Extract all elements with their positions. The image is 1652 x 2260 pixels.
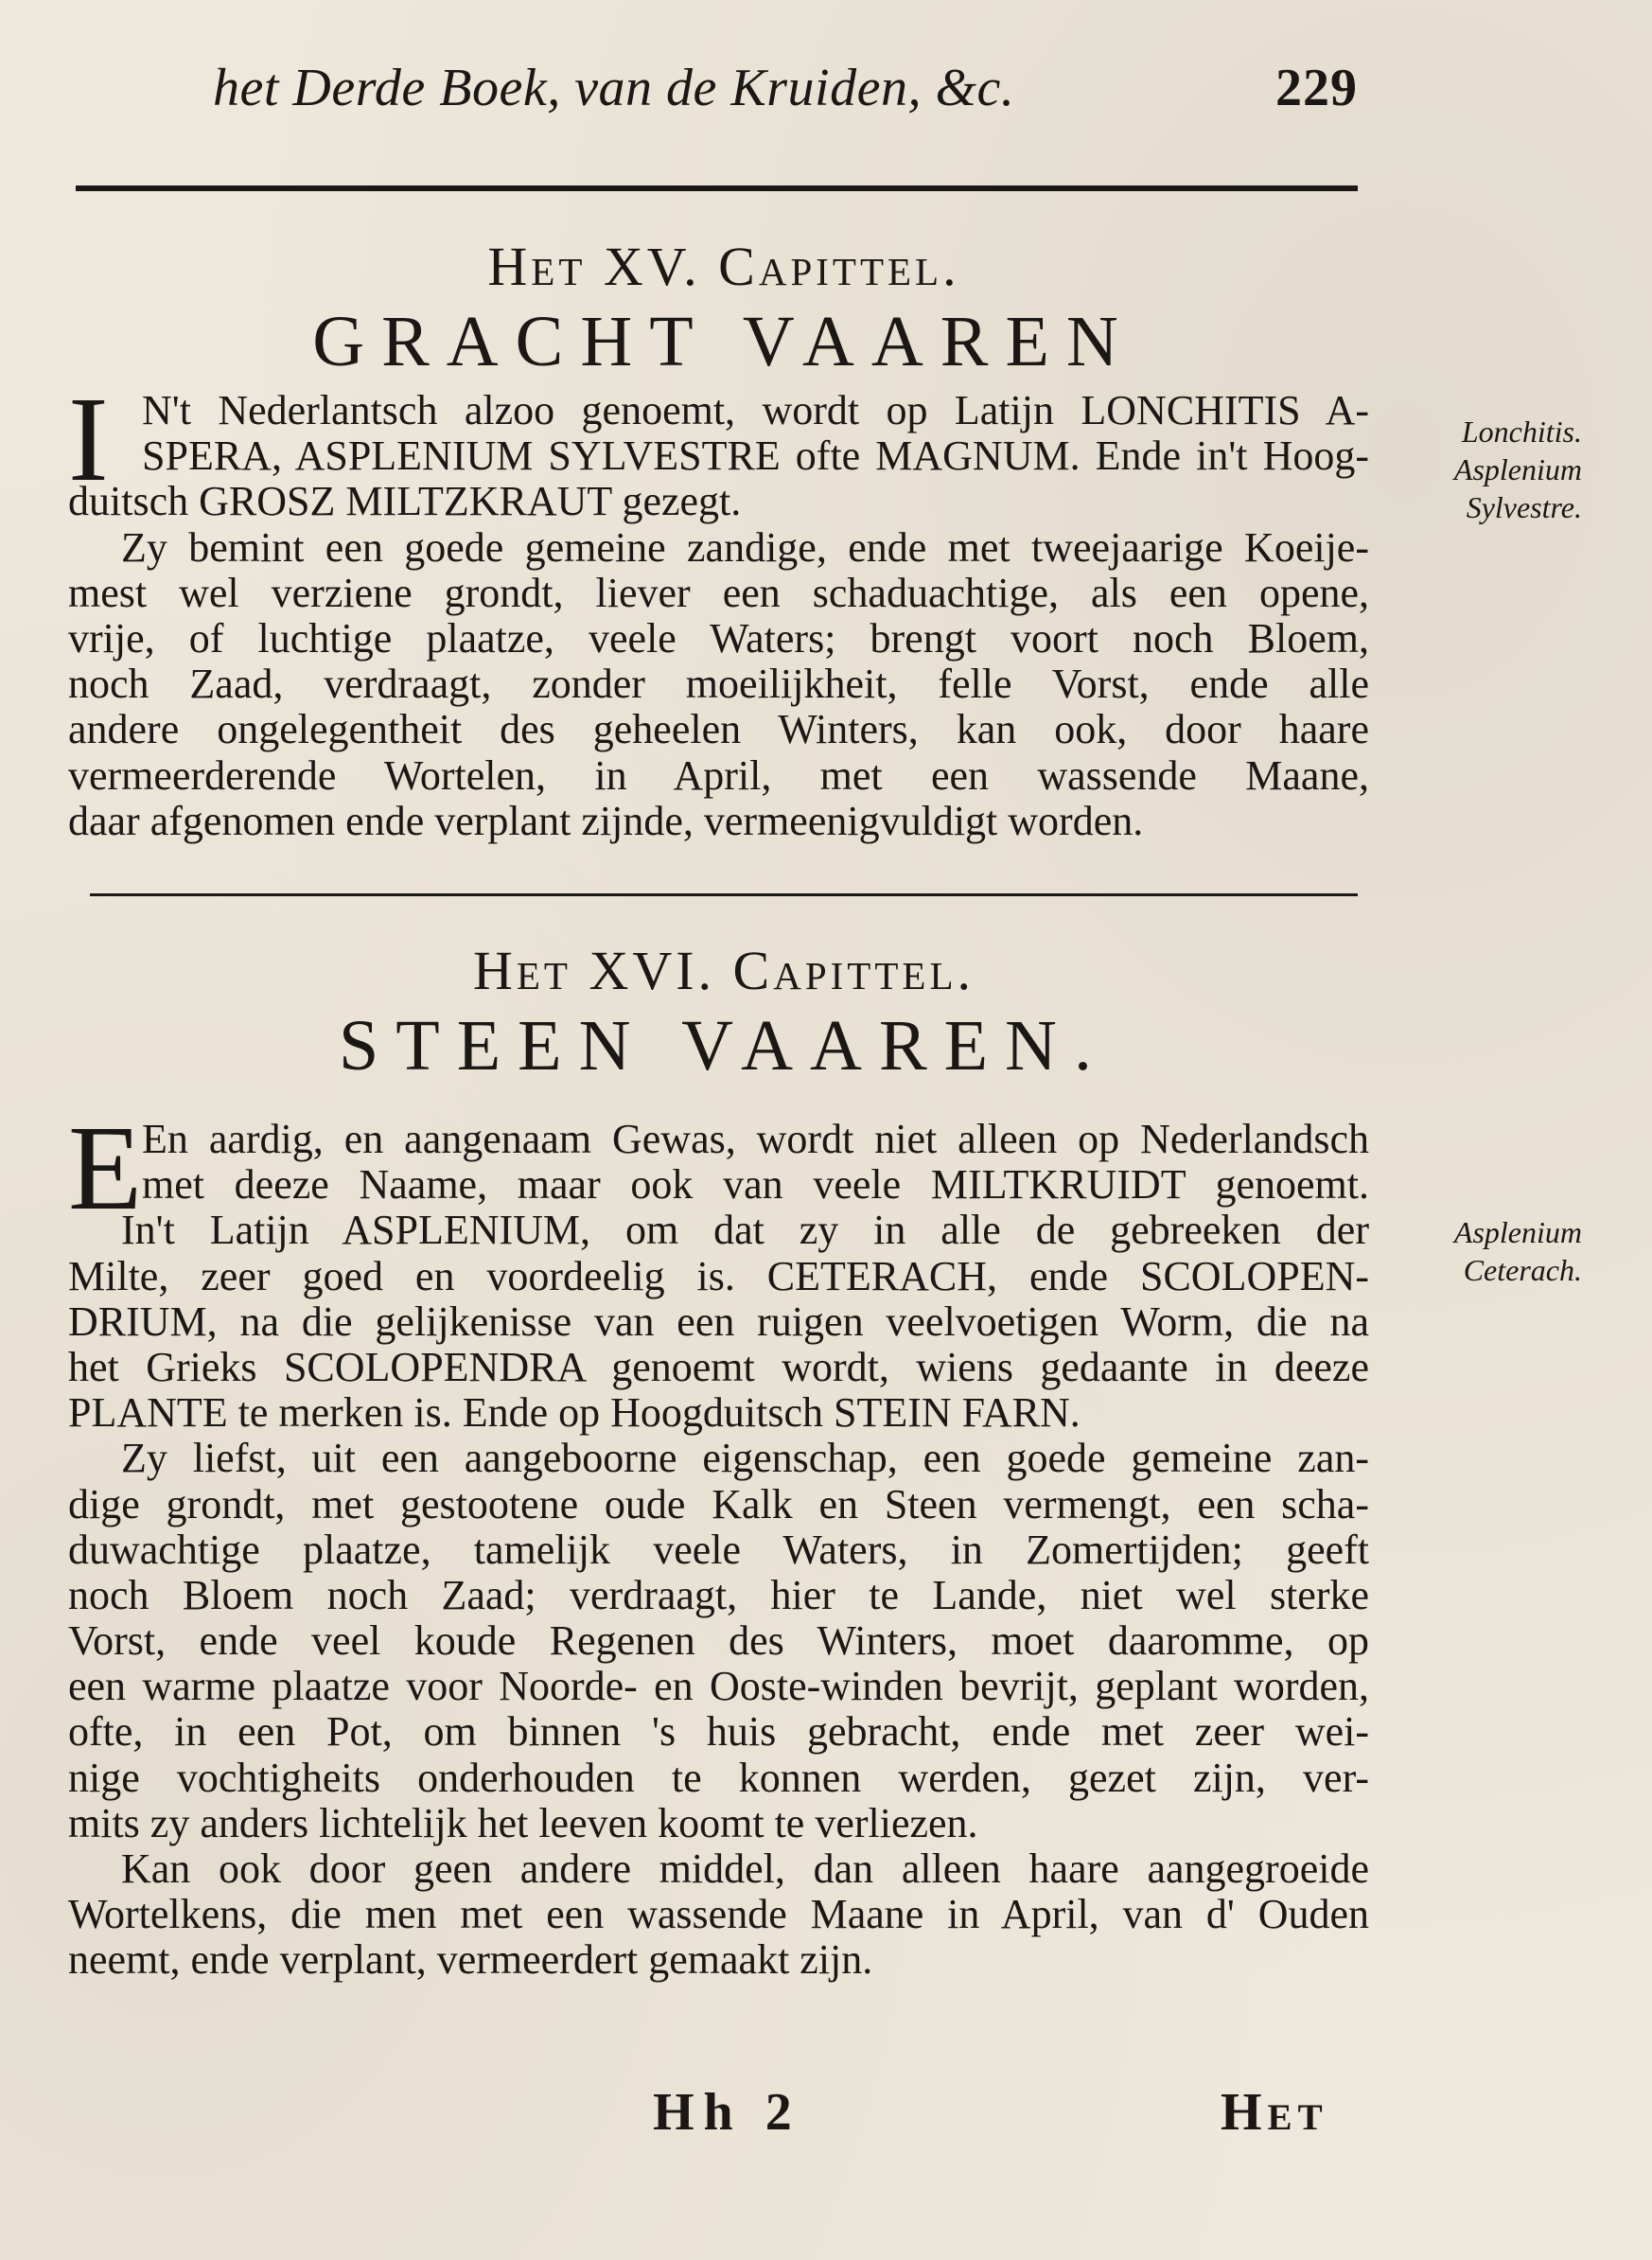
drop-cap: I: [68, 372, 109, 506]
catchword: Het: [1221, 2083, 1328, 2142]
margin-note-line: Asplenium: [1453, 1215, 1582, 1249]
header-rule: [76, 185, 1358, 191]
margin-note-line: Ceterach.: [1463, 1253, 1582, 1287]
text-line: dige grondt, met gestootene oude Kalk en Steen vermengt, een scha-: [68, 1480, 1369, 1527]
text-line: Zy liefst, uit een aangeboorne eigenschap, een goede gemeine zan-: [121, 1435, 1369, 1482]
text-line: vrije, of luchtige plaatze, veele Waters; brengt voort noch Bloem,: [68, 614, 1369, 662]
margin-note-16: [1383, 1213, 1582, 1289]
text-line: DRIUM, na die gelijkenisse van een ruigen veelvoetigen Worm, die na: [68, 1298, 1369, 1345]
running-title: het Derde Boek, van de Kruiden, &c.: [213, 59, 1015, 117]
section-rule: [90, 893, 1358, 896]
text-line: SPERA, ASPLENIUM SYLVESTRE ofte MAGNUM. Ende in't Hoog-: [142, 433, 1369, 480]
chapter-16-heading: Het XVI. Capittel.: [473, 940, 975, 1001]
chapter-16-text: [68, 1101, 1369, 1984]
drop-cap: E: [68, 1101, 143, 1235]
text-line: een warme plaatze voor Noorde- en Ooste-winden bevrijt, geplant worden,: [68, 1663, 1369, 1710]
text-line: mits zy anders lichtelijk het leeven koomt te verliezen.: [68, 1799, 978, 1846]
text-line: En aardig, en aangenaam Gewas, wordt niet alleen op Nederlandsch: [142, 1116, 1369, 1162]
margin-note-line: Sylvestre.: [1466, 490, 1582, 524]
text-line: Zy bemint een goede gemeine zandige, ende met tweejaarige Koeije-: [121, 523, 1369, 571]
text-line: neemt, ende verplant, vermeerdert gemaakt zijn.: [68, 1936, 873, 1984]
text-line: nige vochtigheits onderhouden te konnen werden, gezet zijn, ver-: [68, 1754, 1369, 1801]
margin-note-15: [1383, 413, 1582, 526]
text-line: daar afgenomen ende verplant zijnde, vermeenigvuldigt worden.: [68, 797, 1144, 844]
text-line: met deeze Naame, maar ook van veele MILTKRUIDT genoemt.: [142, 1161, 1369, 1209]
text-line: het Grieks SCOLOPENDRA genoemt wordt, wiens gedaante in deeze: [68, 1343, 1369, 1390]
text-line: PLANTE te merken is. Ende op Hoogduitsch STEIN FARN.: [68, 1389, 1081, 1437]
text-line: andere ongelegentheit des geheelen Winters, kan ook, door haare: [68, 706, 1369, 753]
text-line: Kan ook door geen andere middel, dan alleen haare aangegroeide: [121, 1845, 1369, 1892]
text-line: Milte, zeer goed en voordeelig is. CETERACH, ende SCOLOPEN-: [68, 1252, 1369, 1299]
chapter-16-title: STEEN VAAREN.: [339, 1006, 1109, 1086]
text-line: Wortelkens, die men met een wassende Maane in April, van d' Ouden: [68, 1891, 1369, 1938]
signature-mark: Hh 2: [653, 2083, 801, 2142]
margin-note-line: Lonchitis.: [1461, 415, 1582, 449]
margin-note-line: Asplenium: [1453, 452, 1582, 486]
running-head: [203, 55, 1377, 121]
text-line: mest wel verziene grondt, liever een schaduachtige, als een opene,: [68, 569, 1369, 616]
chapter-15-text: [68, 372, 1369, 844]
page-number: 229: [1275, 59, 1358, 117]
text-line: noch Bloem noch Zaad; verdraagt, hier te Lande, niet wel sterke: [68, 1571, 1369, 1618]
text-line: ofte, in een Pot, om binnen 's huis gebracht, ende met zeer wei-: [68, 1708, 1369, 1756]
text-line: Vorst, ende veel koude Regenen des Winters, moet daaromme, op: [68, 1617, 1369, 1665]
text-line: N't Nederlantsch alzoo genoemt, wordt op Latijn LONCHITIS A-: [142, 387, 1369, 433]
text-line: duwachtige plaatze, tamelijk veele Waters, in Zomertijden; geeft: [68, 1526, 1369, 1573]
chapter-15-title: GRACHT VAAREN: [312, 302, 1135, 381]
text-line: In't Latijn ASPLENIUM, om dat zy in alle de gebreeken der: [121, 1207, 1369, 1254]
text-line: duitsch GROSZ MILTZKRAUT gezegt.: [68, 478, 742, 525]
text-line: vermeerderende Wortelen, in April, met een wassende Maane,: [68, 751, 1369, 799]
text-line: noch Zaad, verdraagt, zonder moeilijkheit, felle Vorst, ende alle: [68, 661, 1369, 708]
chapter-15-heading: Het XV. Capittel.: [487, 236, 960, 297]
